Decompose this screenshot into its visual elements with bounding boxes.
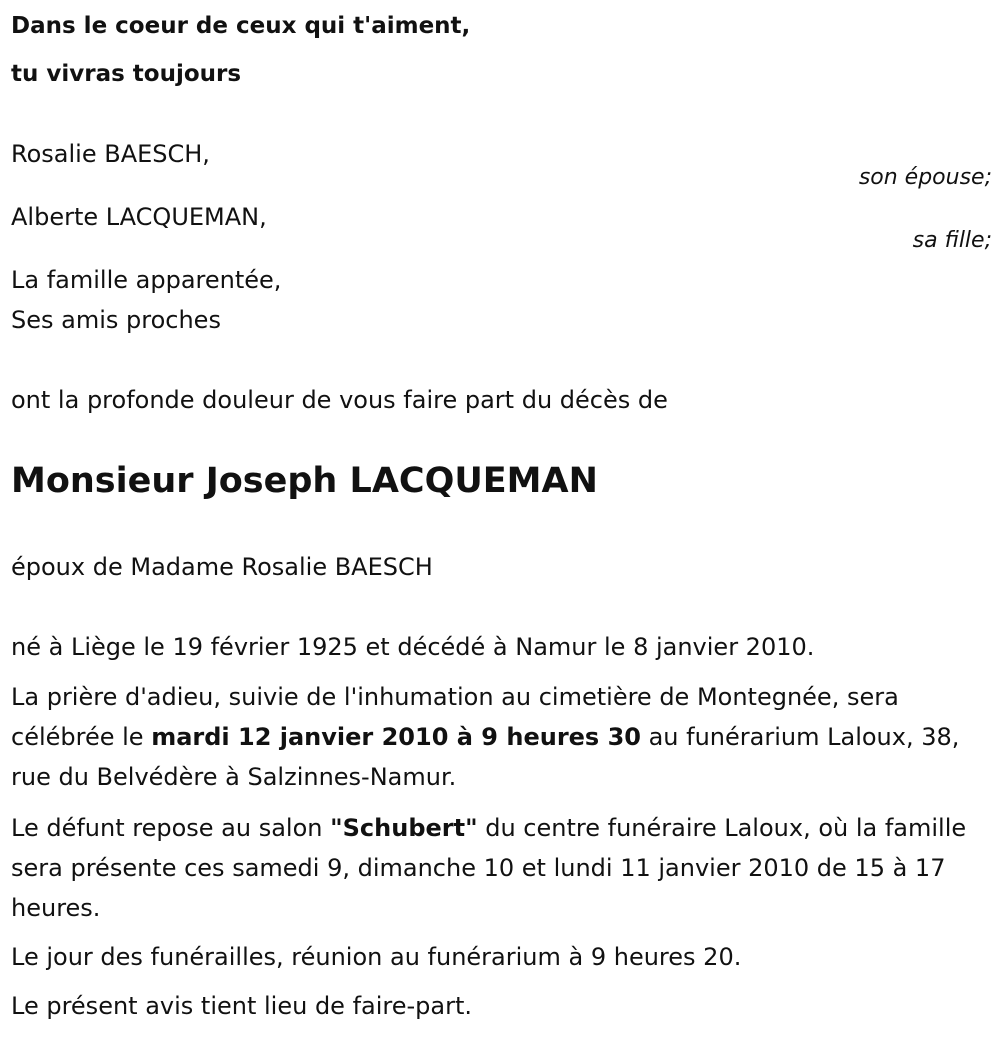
visitation-details: du centre funéraire Laloux, où la famille sera présente ces samedi 9, dimanche 10 et lundi 11 janvier 2010 de 15 à 17 heures.	[11, 814, 967, 922]
family-member-2-name: Alberte LACQUEMAN,	[11, 203, 267, 231]
spouse-line: époux de Madame Rosalie BAESCH	[11, 553, 433, 581]
close-friends: Ses amis proches	[11, 306, 221, 334]
ceremony-datetime: mardi 12 janvier 2010 à 9 heures 30	[151, 723, 641, 751]
deceased-name: Monsieur Joseph LACQUEMAN	[11, 461, 598, 501]
family-member-2-relation: sa fille;	[912, 228, 992, 253]
meeting-info: Le jour des funérailles, réunion au funérarium à 9 heures 20.	[11, 943, 742, 971]
notice: Le présent avis tient lieu de faire-part.	[11, 992, 473, 1020]
motto-line-2: tu vivras toujours	[11, 61, 242, 87]
family-member-1-relation: son épouse;	[858, 165, 992, 190]
life-dates: né à Liège le 19 février 1925 et décédé à Namur le 8 janvier 2010.	[11, 633, 815, 661]
visitation-intro: Le défunt repose au salon	[11, 814, 331, 842]
family-member-1-name: Rosalie BAESCH,	[11, 140, 210, 168]
ceremony-paragraph	[11, 677, 996, 797]
visitation-paragraph	[11, 808, 996, 928]
visitation-salon: "Schubert"	[330, 814, 478, 842]
motto-line-1: Dans le coeur de ceux qui t'aiment,	[11, 13, 471, 39]
ceremony-location: au funérarium Laloux, 38, rue du Belvédère à Salzinnes-Namur.	[11, 723, 960, 791]
ceremony-intro: La prière d'adieu, suivie de l'inhumation au cimetière de Montegnée, sera célébrée le	[11, 683, 899, 751]
announcement: ont la profonde douleur de vous faire part du décès de	[11, 386, 668, 414]
extended-family: La famille apparentée,	[11, 266, 282, 294]
